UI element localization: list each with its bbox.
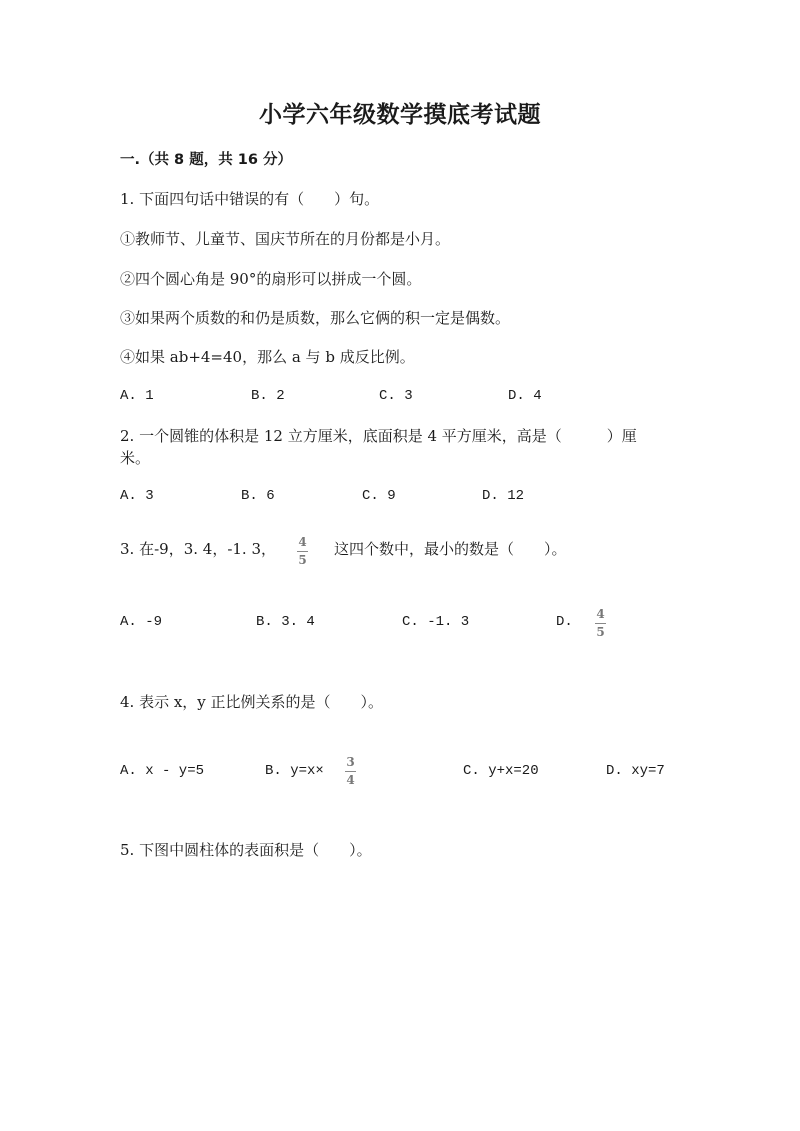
section-heading: 一.（共 8 题，共 16 分） [120, 152, 292, 168]
fraction-numerator: 4 [596, 607, 605, 621]
question-2-option-d: D. 12 [482, 488, 525, 504]
fraction-numerator: 3 [346, 755, 355, 769]
question-3-option-d: D. [556, 614, 573, 630]
fraction-numerator: 4 [298, 535, 307, 549]
question-5-stem: 5. 下图中圆柱体的表面积是（ ）。 [120, 841, 372, 859]
question-1-option-a: A. 1 [120, 388, 154, 404]
question-4-option-c: C. y+x=20 [463, 763, 539, 779]
question-4-option-b: B. y=x× [265, 763, 324, 779]
question-3-stem-part2: 这四个数中，最小的数是（ ）。 [334, 540, 567, 558]
question-1-statement: ③如果两个质数的和仍是质数，那么它俩的积一定是偶数。 [120, 309, 511, 327]
fraction-bar [345, 771, 356, 772]
question-3-option-a: A. -9 [120, 614, 163, 630]
question-1-stem: 1. 下面四句话中错误的有（ ）句。 [120, 190, 380, 208]
question-2-option-a: A. 3 [120, 488, 154, 504]
question-3-stem-part1: 3. 在-9，3. 4，-1. 3， [120, 540, 277, 558]
question-1-option-c: C. 3 [379, 388, 413, 404]
page-title: 小学六年级数学摸底考试题 [259, 101, 541, 128]
question-1-statement: ②四个圆心角是 90°的扇形可以拼成一个圆。 [120, 270, 422, 288]
question-3-fraction [297, 536, 308, 567]
question-2-option-c: C. 9 [362, 488, 396, 504]
question-2-option-b: B. 6 [241, 488, 275, 504]
question-3-option-d-fraction [595, 608, 606, 639]
question-1-statement: ①教师节、儿童节、国庆节所在的月份都是小月。 [120, 230, 451, 248]
question-1-option-d: D. 4 [508, 388, 542, 404]
fraction-denominator: 5 [596, 625, 605, 639]
fraction-denominator: 4 [346, 773, 355, 787]
question-4-option-d: D. xy=7 [606, 763, 665, 779]
question-1-option-b: B. 2 [251, 388, 285, 404]
question-1-statement: ④如果 ab+4=40，那么 a 与 b 成反比例。 [120, 348, 415, 366]
fraction-bar [595, 623, 606, 624]
question-2-stem: 2. 一个圆锥的体积是 12 立方厘米，底面积是 4 平方厘米，高是（ ）厘 [120, 427, 637, 445]
fraction-denominator: 5 [298, 553, 307, 567]
question-4-option-b-fraction [345, 756, 356, 787]
question-4-stem: 4. 表示 x，y 正比例关系的是（ ）。 [120, 693, 384, 711]
question-3-option-c: C. -1. 3 [402, 614, 470, 630]
question-3-option-b: B. 3. 4 [256, 614, 315, 630]
question-2-stem-continued: 米。 [120, 449, 151, 467]
question-4-option-a: A. x - y=5 [120, 763, 205, 779]
fraction-bar [297, 551, 308, 552]
